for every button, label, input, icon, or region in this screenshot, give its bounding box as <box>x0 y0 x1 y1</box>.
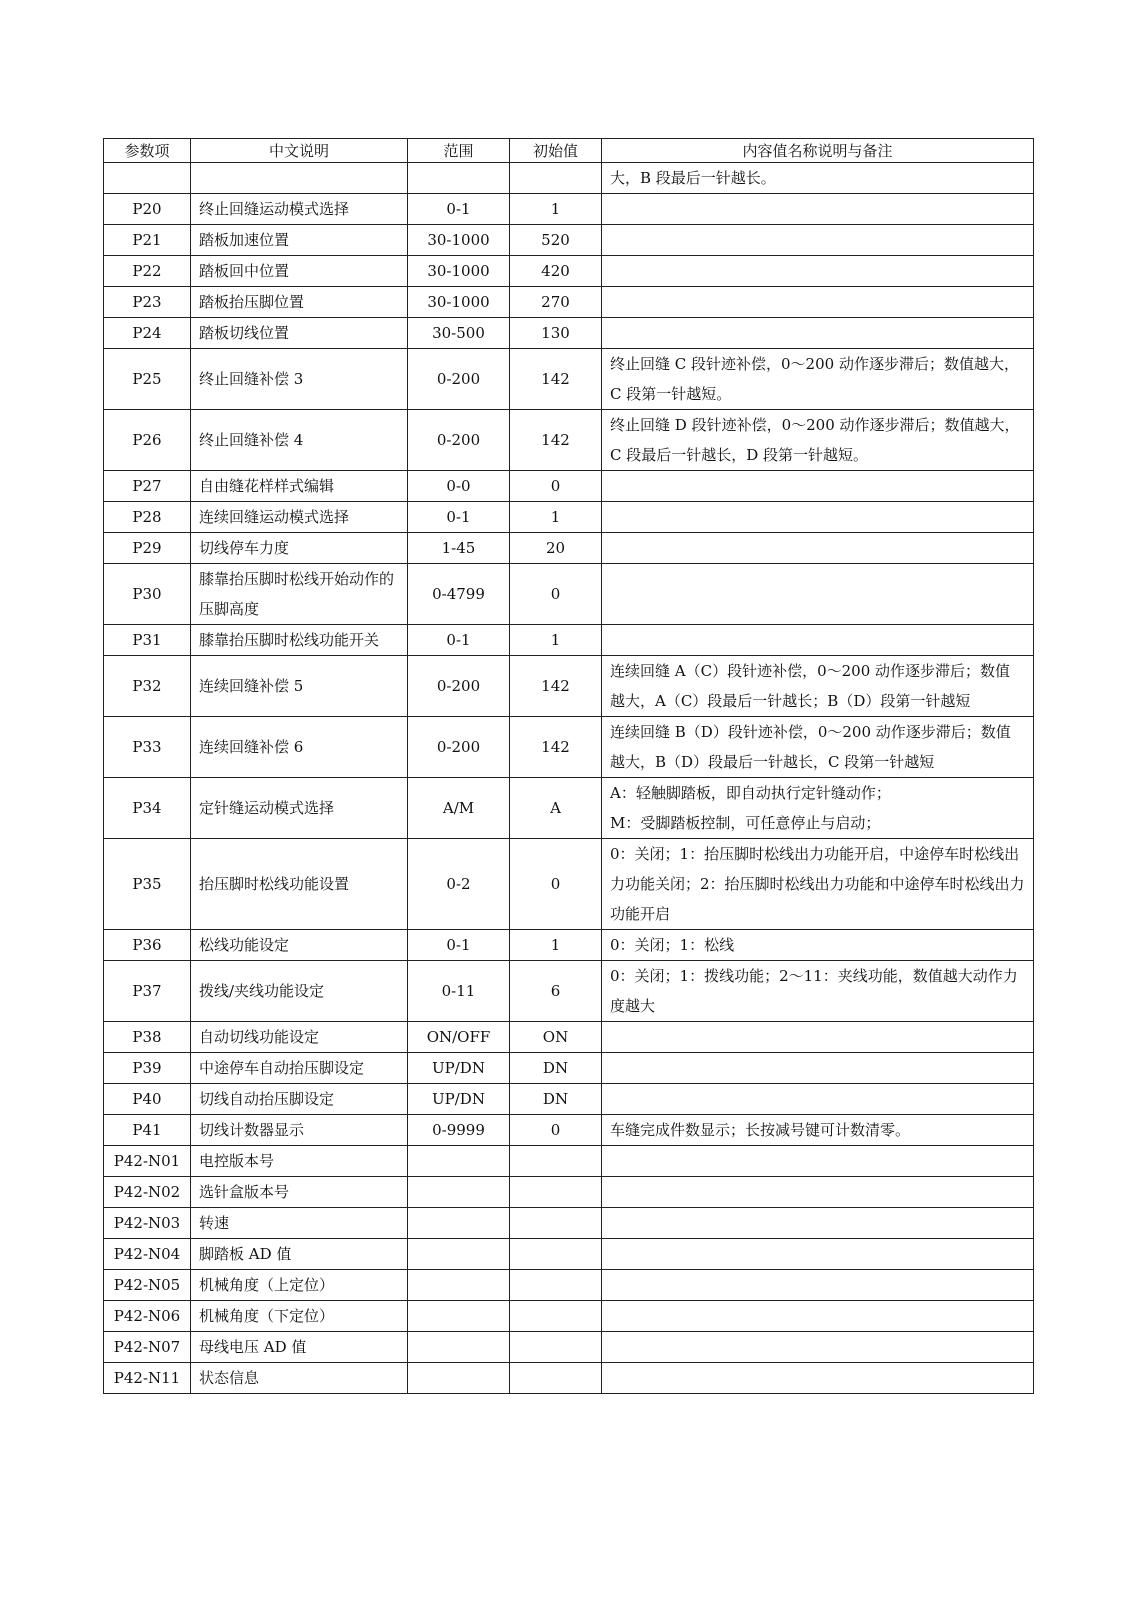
range-cell: UP/DN <box>408 1084 510 1115</box>
description-cell: 选针盒版本号 <box>191 1177 408 1208</box>
note-cell: 连续回缝 B（D）段针迹补偿，0～200 动作逐步滞后；数值越大，B（D）段最后一针越长，C 段第一针越短 <box>602 717 1034 778</box>
table-row <box>104 163 1034 194</box>
param-cell: P38 <box>104 1022 191 1053</box>
param-cell: P24 <box>104 318 191 349</box>
initial-value-cell <box>510 1301 602 1332</box>
note-cell <box>602 225 1034 256</box>
initial-value-cell: 1 <box>510 194 602 225</box>
table-row <box>104 194 1034 225</box>
param-cell: P28 <box>104 502 191 533</box>
param-cell: P42-N03 <box>104 1208 191 1239</box>
param-cell: P42-N11 <box>104 1363 191 1394</box>
description-cell: 切线自动抬压脚设定 <box>191 1084 408 1115</box>
description-cell: 机械角度（上定位） <box>191 1270 408 1301</box>
note-cell <box>602 502 1034 533</box>
range-cell <box>408 163 510 194</box>
note-cell: 终止回缝 D 段针迹补偿，0～200 动作逐步滞后；数值越大，C 段最后一针越长，D 段第一针越短。 <box>602 410 1034 471</box>
table-row <box>104 225 1034 256</box>
description-cell: 松线功能设定 <box>191 930 408 961</box>
range-cell: 0-1 <box>408 502 510 533</box>
range-cell: 30-1000 <box>408 225 510 256</box>
range-cell: 0-0 <box>408 471 510 502</box>
initial-value-cell: 420 <box>510 256 602 287</box>
table-row <box>104 961 1034 1022</box>
note-cell <box>602 625 1034 656</box>
parameter-table <box>103 138 1034 1394</box>
description-cell: 连续回缝运动模式选择 <box>191 502 408 533</box>
initial-value-cell: A <box>510 778 602 839</box>
param-cell: P42-N02 <box>104 1177 191 1208</box>
initial-value-cell: 270 <box>510 287 602 318</box>
param-cell: P37 <box>104 961 191 1022</box>
param-cell: P36 <box>104 930 191 961</box>
description-cell: 连续回缝补偿 5 <box>191 656 408 717</box>
note-cell: 0：关闭；1：抬压脚时松线出力功能开启，中途停车时松线出力功能关闭；2：抬压脚时松线出力功能和中途停车时松线出力功能开启 <box>602 839 1034 930</box>
param-cell: P32 <box>104 656 191 717</box>
table-row <box>104 1239 1034 1270</box>
description-cell: 电控版本号 <box>191 1146 408 1177</box>
note-cell <box>602 1239 1034 1270</box>
param-cell: P39 <box>104 1053 191 1084</box>
param-cell: P42-N07 <box>104 1332 191 1363</box>
note-cell <box>602 1270 1034 1301</box>
description-cell <box>191 163 408 194</box>
range-cell: 0-200 <box>408 656 510 717</box>
param-cell: P20 <box>104 194 191 225</box>
table-row <box>104 930 1034 961</box>
initial-value-cell: 6 <box>510 961 602 1022</box>
table-row <box>104 1053 1034 1084</box>
table-row <box>104 1363 1034 1394</box>
header-row <box>104 139 1034 163</box>
description-cell: 状态信息 <box>191 1363 408 1394</box>
table-row <box>104 1208 1034 1239</box>
range-cell: 0-4799 <box>408 564 510 625</box>
parameter-table-body <box>104 163 1034 1394</box>
description-cell: 膝靠抬压脚时松线功能开关 <box>191 625 408 656</box>
description-cell: 连续回缝补偿 6 <box>191 717 408 778</box>
param-cell: P23 <box>104 287 191 318</box>
initial-value-cell: 520 <box>510 225 602 256</box>
note-cell <box>602 564 1034 625</box>
param-cell <box>104 163 191 194</box>
note-cell <box>602 318 1034 349</box>
range-cell: 0-2 <box>408 839 510 930</box>
note-cell <box>602 1146 1034 1177</box>
initial-value-cell: 20 <box>510 533 602 564</box>
note-cell <box>602 1053 1034 1084</box>
range-cell: 30-1000 <box>408 256 510 287</box>
initial-value-cell: 0 <box>510 471 602 502</box>
note-cell <box>602 194 1034 225</box>
note-cell: 终止回缝 C 段针迹补偿，0～200 动作逐步滞后；数值越大，C 段第一针越短。 <box>602 349 1034 410</box>
header-initial-value: 初始值 <box>510 139 602 163</box>
initial-value-cell: ON <box>510 1022 602 1053</box>
initial-value-cell <box>510 1177 602 1208</box>
range-cell: 0-11 <box>408 961 510 1022</box>
note-cell <box>602 1332 1034 1363</box>
initial-value-cell: 142 <box>510 410 602 471</box>
table-row <box>104 287 1034 318</box>
description-cell: 中途停车自动抬压脚设定 <box>191 1053 408 1084</box>
range-cell: 30-1000 <box>408 287 510 318</box>
description-cell: 踏板加速位置 <box>191 225 408 256</box>
table-row <box>104 625 1034 656</box>
range-cell: UP/DN <box>408 1053 510 1084</box>
note-cell <box>602 471 1034 502</box>
initial-value-cell <box>510 1363 602 1394</box>
table-row <box>104 656 1034 717</box>
param-cell: P27 <box>104 471 191 502</box>
description-cell: 终止回缝补偿 3 <box>191 349 408 410</box>
description-cell: 终止回缝补偿 4 <box>191 410 408 471</box>
note-cell: 0：关闭；1：松线 <box>602 930 1034 961</box>
table-row <box>104 318 1034 349</box>
range-cell <box>408 1146 510 1177</box>
note-cell <box>602 1208 1034 1239</box>
note-cell <box>602 287 1034 318</box>
table-row <box>104 502 1034 533</box>
description-cell: 母线电压 AD 值 <box>191 1332 408 1363</box>
param-cell: P26 <box>104 410 191 471</box>
initial-value-cell <box>510 1208 602 1239</box>
param-cell: P30 <box>104 564 191 625</box>
note-cell <box>602 1177 1034 1208</box>
param-cell: P42-N05 <box>104 1270 191 1301</box>
initial-value-cell: DN <box>510 1053 602 1084</box>
note-cell: 0：关闭；1：拨线功能；2～11：夹线功能，数值越大动作力度越大 <box>602 961 1034 1022</box>
range-cell <box>408 1270 510 1301</box>
table-row <box>104 1270 1034 1301</box>
initial-value-cell: 142 <box>510 717 602 778</box>
table-row <box>104 1301 1034 1332</box>
table-row <box>104 564 1034 625</box>
param-cell: P35 <box>104 839 191 930</box>
initial-value-cell: DN <box>510 1084 602 1115</box>
description-cell: 定针缝运动模式选择 <box>191 778 408 839</box>
initial-value-cell: 142 <box>510 656 602 717</box>
param-cell: P21 <box>104 225 191 256</box>
table-row <box>104 1115 1034 1146</box>
description-cell: 自由缝花样样式编辑 <box>191 471 408 502</box>
table-row <box>104 349 1034 410</box>
description-cell: 膝靠抬压脚时松线开始动作的压脚高度 <box>191 564 408 625</box>
initial-value-cell <box>510 1332 602 1363</box>
param-cell: P41 <box>104 1115 191 1146</box>
table-row <box>104 410 1034 471</box>
initial-value-cell: 0 <box>510 564 602 625</box>
range-cell: 30-500 <box>408 318 510 349</box>
param-cell: P25 <box>104 349 191 410</box>
param-cell: P42-N06 <box>104 1301 191 1332</box>
header-range: 范围 <box>408 139 510 163</box>
initial-value-cell: 0 <box>510 1115 602 1146</box>
table-row <box>104 1084 1034 1115</box>
description-cell: 踏板切线位置 <box>191 318 408 349</box>
description-cell: 脚踏板 AD 值 <box>191 1239 408 1270</box>
table-row <box>104 256 1034 287</box>
note-cell <box>602 533 1034 564</box>
param-cell: P42-N01 <box>104 1146 191 1177</box>
table-row <box>104 1022 1034 1053</box>
header-param: 参数项 <box>104 139 191 163</box>
table-row <box>104 471 1034 502</box>
initial-value-cell: 1 <box>510 502 602 533</box>
range-cell <box>408 1208 510 1239</box>
description-cell: 机械角度（下定位） <box>191 1301 408 1332</box>
initial-value-cell: 1 <box>510 625 602 656</box>
param-cell: P29 <box>104 533 191 564</box>
initial-value-cell: 1 <box>510 930 602 961</box>
table-row <box>104 533 1034 564</box>
table-row <box>104 1332 1034 1363</box>
range-cell: 0-1 <box>408 930 510 961</box>
description-cell: 抬压脚时松线功能设置 <box>191 839 408 930</box>
initial-value-cell <box>510 1146 602 1177</box>
note-cell <box>602 1363 1034 1394</box>
note-cell <box>602 1022 1034 1053</box>
initial-value-cell <box>510 163 602 194</box>
table-row <box>104 839 1034 930</box>
description-cell: 转速 <box>191 1208 408 1239</box>
range-cell: 0-200 <box>408 410 510 471</box>
param-cell: P31 <box>104 625 191 656</box>
description-cell: 自动切线功能设定 <box>191 1022 408 1053</box>
table-row <box>104 1177 1034 1208</box>
table-row <box>104 717 1034 778</box>
note-cell: 车缝完成件数显示；长按减号键可计数清零。 <box>602 1115 1034 1146</box>
param-cell: P40 <box>104 1084 191 1115</box>
param-cell: P34 <box>104 778 191 839</box>
param-cell: P22 <box>104 256 191 287</box>
table-row <box>104 1146 1034 1177</box>
initial-value-cell <box>510 1239 602 1270</box>
range-cell <box>408 1239 510 1270</box>
table-row <box>104 778 1034 839</box>
note-cell <box>602 1301 1034 1332</box>
param-cell: P42-N04 <box>104 1239 191 1270</box>
range-cell: 0-9999 <box>408 1115 510 1146</box>
note-cell <box>602 256 1034 287</box>
range-cell <box>408 1363 510 1394</box>
initial-value-cell: 0 <box>510 839 602 930</box>
parameter-table-header <box>104 139 1034 163</box>
initial-value-cell <box>510 1270 602 1301</box>
description-cell: 踏板回中位置 <box>191 256 408 287</box>
description-cell: 拨线/夹线功能设定 <box>191 961 408 1022</box>
description-cell: 切线计数器显示 <box>191 1115 408 1146</box>
initial-value-cell: 130 <box>510 318 602 349</box>
note-cell: A：轻触脚踏板，即自动执行定针缝动作； M：受脚踏板控制，可任意停止与启动； <box>602 778 1034 839</box>
range-cell <box>408 1301 510 1332</box>
note-cell: 大，B 段最后一针越长。 <box>602 163 1034 194</box>
range-cell: 0-200 <box>408 717 510 778</box>
description-cell: 切线停车力度 <box>191 533 408 564</box>
header-notes: 内容值名称说明与备注 <box>602 139 1034 163</box>
header-description: 中文说明 <box>191 139 408 163</box>
initial-value-cell: 142 <box>510 349 602 410</box>
description-cell: 终止回缝运动模式选择 <box>191 194 408 225</box>
range-cell: ON/OFF <box>408 1022 510 1053</box>
range-cell <box>408 1332 510 1363</box>
range-cell <box>408 1177 510 1208</box>
range-cell: 0-200 <box>408 349 510 410</box>
description-cell: 踏板抬压脚位置 <box>191 287 408 318</box>
range-cell: A/M <box>408 778 510 839</box>
param-cell: P33 <box>104 717 191 778</box>
range-cell: 0-1 <box>408 625 510 656</box>
note-cell: 连续回缝 A（C）段针迹补偿，0～200 动作逐步滞后；数值越大，A（C）段最后一针越长；B（D）段第一针越短 <box>602 656 1034 717</box>
range-cell: 0-1 <box>408 194 510 225</box>
range-cell: 1-45 <box>408 533 510 564</box>
note-cell <box>602 1084 1034 1115</box>
